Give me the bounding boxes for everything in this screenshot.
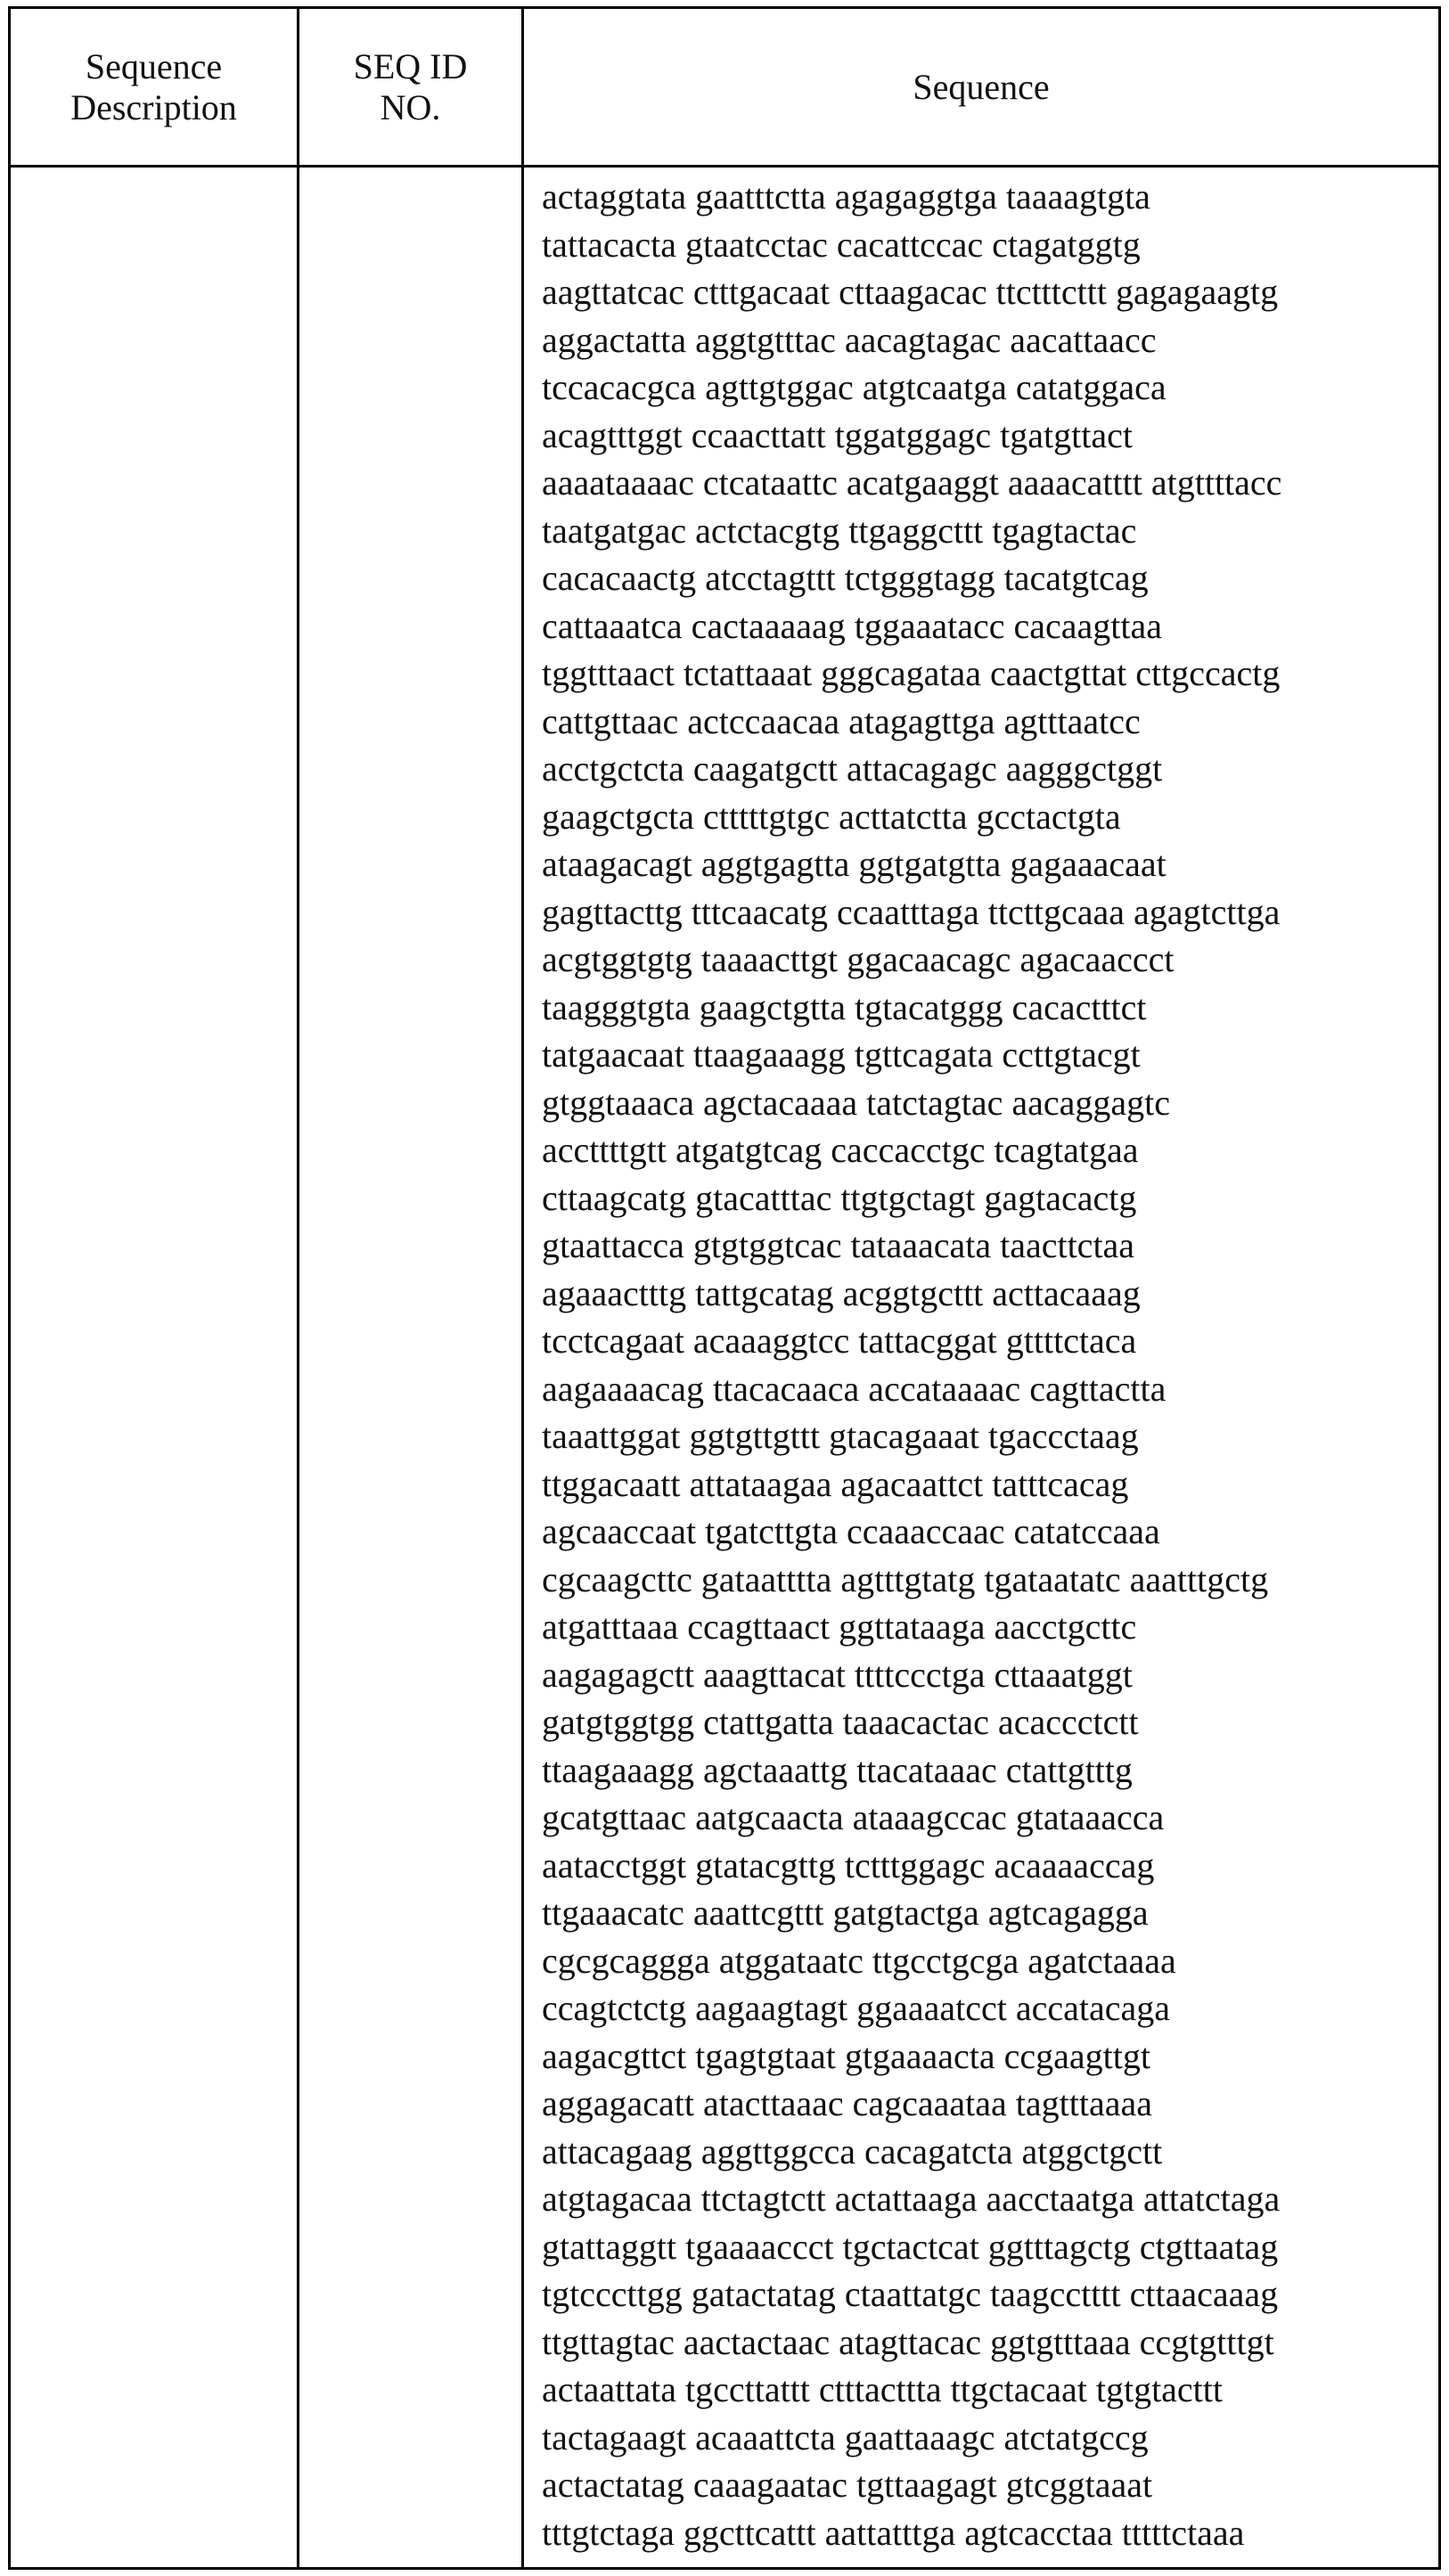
header-sequence-label: Sequence bbox=[913, 67, 1050, 107]
sequence-description-cell bbox=[10, 167, 299, 2569]
sequence-listing-table bbox=[8, 6, 1441, 2570]
sequence-line: aagagagctt aaagttacat ttttccctga cttaaatggt bbox=[542, 1654, 1133, 1695]
sequence-line: cacacaactg atcctagttt tctgggtagg tacatgtcag bbox=[542, 558, 1149, 598]
sequence-line: gtaattacca gtgtggtcac tataaacata taacttctaa bbox=[542, 1225, 1135, 1265]
sequence-line: tccacacgca agttgtggac atgtcaatga catatggaca bbox=[542, 367, 1167, 407]
sequence-line: gcatgttaac aatgcaacta ataaagccac gtataaacca bbox=[542, 1797, 1165, 1837]
sequence-line: gatgtggtgg ctattgatta taaacactac acaccctctt bbox=[542, 1702, 1139, 1742]
sequence-line: ccagtctctg aagaagtagt ggaaaatcct accatacaga bbox=[542, 1988, 1170, 2028]
sequence-line: gtggtaaaca agctacaaaa tatctagtac aacaggagtc bbox=[542, 1082, 1170, 1123]
sequence-line: tttgtctaga ggcttcattt aattatttga agtcacctaa tttttctaaa bbox=[542, 2512, 1245, 2553]
sequence-line: tactagaagt acaaattcta gaattaaagc atctatgccg bbox=[542, 2417, 1149, 2457]
sequence-line: cttaagcatg gtacatttac ttgtgctagt gagtacactg bbox=[542, 1177, 1137, 1218]
sequence-line: tatgaacaat ttaagaaagg tgttcagata ccttgtacgt bbox=[542, 1034, 1141, 1075]
sequence-line: actactatag caaagaatac tgttaagagt gtcggtaaat bbox=[542, 2465, 1153, 2505]
sequence-line: acagtttggt ccaacttatt tggatggagc tgatgttact bbox=[542, 414, 1134, 455]
sequence-line: tggtttaact tctattaaat gggcagataa caactgttat cttgccactg bbox=[542, 653, 1281, 693]
sequence-line: cattgttaac actccaacaa atagagttga agtttaatcc bbox=[542, 700, 1141, 741]
sequence-line: aggactatta aggtgtttac aacagtagac aacattaacc bbox=[542, 319, 1157, 360]
sequence-line: gtattaggtt tgaaaaccct tgctactcat ggtttagctg ctgttaatag bbox=[542, 2226, 1279, 2267]
sequence-line: tattacacta gtaatcctac cacattccac ctagatggtg bbox=[542, 224, 1141, 265]
sequence-line: gagttacttg tttcaacatg ccaatttaga ttcttgcaaa agagtcttga bbox=[542, 891, 1281, 932]
sequence-line: ataagacagt aggtgagtta ggtgatgtta gagaaacaat bbox=[542, 844, 1167, 884]
sequence-line: agcaaccaat tgatcttgta ccaaaccaac catatccaaa bbox=[542, 1511, 1160, 1551]
sequence-line: actaggtata gaatttctta agagaggtga taaaagtgta bbox=[542, 176, 1150, 217]
header-sequence-description bbox=[10, 8, 299, 167]
sequence-line: tcctcagaat acaaaggtcc tattacggat gttttctaca bbox=[542, 1321, 1137, 1361]
sequence-line: aatacctggt gtatacgttg tctttggagc acaaaaccag bbox=[542, 1844, 1155, 1885]
sequence-line: acctgctcta caagatgctt attacagagc aagggctggt bbox=[542, 748, 1163, 789]
sequence-line: ttgaaacatc aaattcgttt gatgtactga agtcagagga bbox=[542, 1893, 1149, 1933]
sequence-line: cattaaatca cactaaaaag tggaaatacc cacaagttaa bbox=[542, 605, 1163, 646]
sequence-line: aaaataaaac ctcataattc acatgaaggt aaaacatttt atgttttacc bbox=[542, 462, 1282, 503]
header-sequence-description-label: Sequence Description bbox=[70, 45, 237, 127]
seq-id-no-cell bbox=[299, 167, 523, 2569]
header-sequence bbox=[523, 8, 1440, 167]
sequence-line: cgcgcaggga atggataatc ttgcctgcga agatctaaaa bbox=[542, 1940, 1176, 1981]
sequence-lines bbox=[542, 173, 1431, 2556]
sequence-line: taaattggat ggtgttgttt gtacagaaat tgaccctaag bbox=[542, 1416, 1139, 1456]
sequence-line: aagaaaacag ttacacaaca accataaaac cagttactta bbox=[542, 1368, 1167, 1409]
sequence-line: aggagacatt atacttaaac cagcaaataa tagtttaaaa bbox=[542, 2083, 1152, 2123]
sequence-line: atgatttaaa ccagttaact ggttataaga aacctgcttc bbox=[542, 1607, 1137, 1647]
sequence-line: ttaagaaagg agctaaattg ttacataaac ctattgtttg bbox=[542, 1749, 1133, 1790]
sequence-cell bbox=[523, 167, 1440, 2569]
sequence-line: taagggtgta gaagctgtta tgtacatggg cacactttct bbox=[542, 986, 1147, 1027]
sequence-line: taatgatgac actctacgtg ttgaggcttt tgagtactac bbox=[542, 510, 1137, 551]
sequence-line: agaaactttg tattgcatag acggtgcttt acttacaaag bbox=[542, 1272, 1141, 1313]
sequence-line: gaagctgcta ctttttgtgc acttatctta gcctactgta bbox=[542, 796, 1121, 837]
sequence-line: attacagaag aggttggcca cacagatcta atggctgctt bbox=[542, 2130, 1163, 2171]
sequence-line: ttgttagtac aactactaac atagttacac ggtgtttaaa ccgtgtttgt bbox=[542, 2321, 1274, 2362]
sequence-line: atgtagacaa ttctagtctt actattaaga aacctaatga attatctaga bbox=[542, 2179, 1281, 2219]
sequence-line: ttggacaatt attataagaa agacaattct tatttcacag bbox=[542, 1463, 1129, 1504]
sequence-line: aagttatcac ctttgacaat cttaagacac ttctttcttt gagagaagtg bbox=[542, 272, 1279, 312]
sequence-line: acgtggtgtg taaaacttgt ggacaacagc agacaaccct bbox=[542, 939, 1175, 979]
header-row bbox=[10, 8, 1440, 167]
sequence-line: accttttgtt atgatgtcag caccacctgc tcagtatgaa bbox=[542, 1130, 1139, 1170]
sequence-line: tgtcccttgg gatactatag ctaattatgc taagcctttt cttaacaaag bbox=[542, 2274, 1279, 2314]
table-row bbox=[10, 167, 1440, 2569]
sequence-line: actaattata tgccttattt ctttacttta ttgctacaat tgtgtacttt bbox=[542, 2369, 1224, 2409]
sequence-line: aagacgttct tgagtgtaat gtgaaaacta ccgaagttgt bbox=[542, 2035, 1150, 2076]
sequence-line: cgcaagcttc gataatttta agtttgtatg tgataatatc aaatttgctg bbox=[542, 1558, 1269, 1599]
header-seq-id-no bbox=[299, 8, 523, 167]
header-seq-id-no-label: SEQ ID NO. bbox=[353, 45, 468, 127]
